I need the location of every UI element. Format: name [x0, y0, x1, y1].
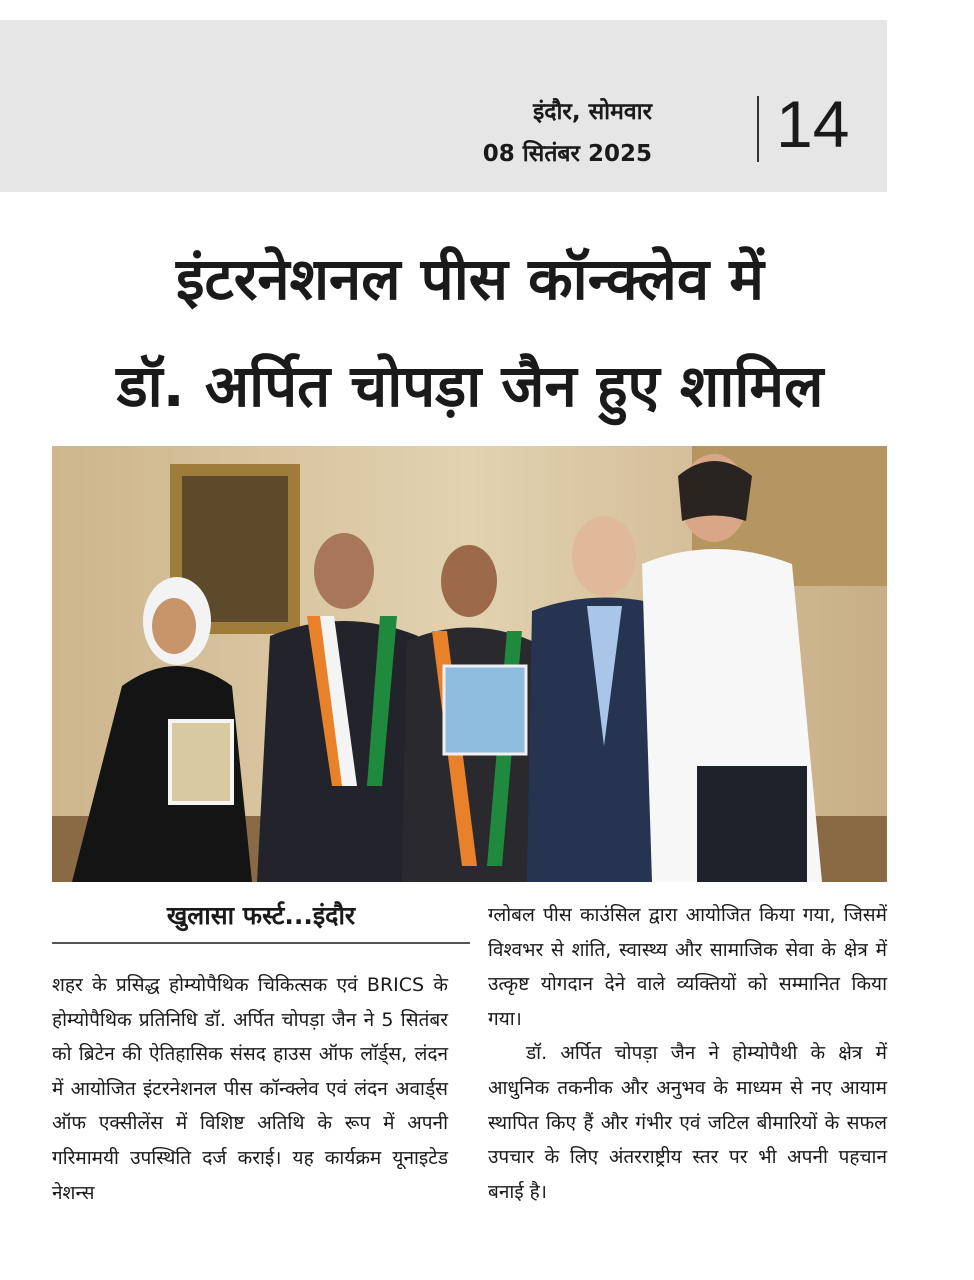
article-column-2	[488, 898, 887, 1209]
masthead-city-day: इंदौर, सोमवार	[532, 99, 652, 125]
byline-rule	[52, 942, 470, 944]
headline-line-1: इंटरनेशनल पीस कॉन्क्लेव में	[176, 245, 764, 313]
masthead	[0, 20, 887, 192]
byline: खुलासा फर्स्ट...इंदौर	[166, 901, 356, 930]
article-column-1: शहर के प्रसिद्ध होम्योपैथिक चिकित्सक एवं BRICS के होम्योपैथिक प्रतिनिधि डॉ. अर्पित चोपड़ा जैन ने 5 सितंबर को ब्रिटेन की ऐतिहासिक संसद हाउस ऑफ लॉर्ड्स, लंदन में आयोजित इंटरनेशनल पीस कॉन्क्लेव एवं लंदन अवार्ड्स ऑफ एक्सीलेंस में विशिष्ट अतिथि के रूप में अपनी गरिमामयी उपस्थिति दर्ज कराई। यह कार्यक्रम यूनाइटेड नेशन्स	[52, 974, 448, 1204]
event-photo	[52, 446, 887, 882]
article-paragraph-1: ग्लोबल पीस काउंसिल द्वारा आयोजित किया गया, जिसमें विश्वभर से शांति, स्वास्थ्य और सामाजिक सेवा के क्षेत्र में उत्कृष्ट योगदान देने वाले व्यक्तियों को सम्मानित किया गया।	[488, 904, 887, 1030]
page-number: 14	[776, 87, 850, 161]
masthead-date: 08 सितंबर 2025	[482, 141, 652, 167]
headline-line-2: डॉ. अर्पित चोपड़ा जैन हुए शामिल	[116, 352, 824, 420]
article-paragraph-2: डॉ. अर्पित चोपड़ा जैन ने होम्योपैथी के क्षेत्र में आधुनिक तकनीक और अनुभव के माध्यम से नए आयाम स्थापित किए हैं और गंभीर एवं जटिल बीमारियों के सफल उपचार के लिए अंतरराष्ट्रीय स्तर पर भी अपनी पहचान बनाई है।	[488, 1042, 887, 1203]
masthead-divider	[757, 96, 759, 162]
